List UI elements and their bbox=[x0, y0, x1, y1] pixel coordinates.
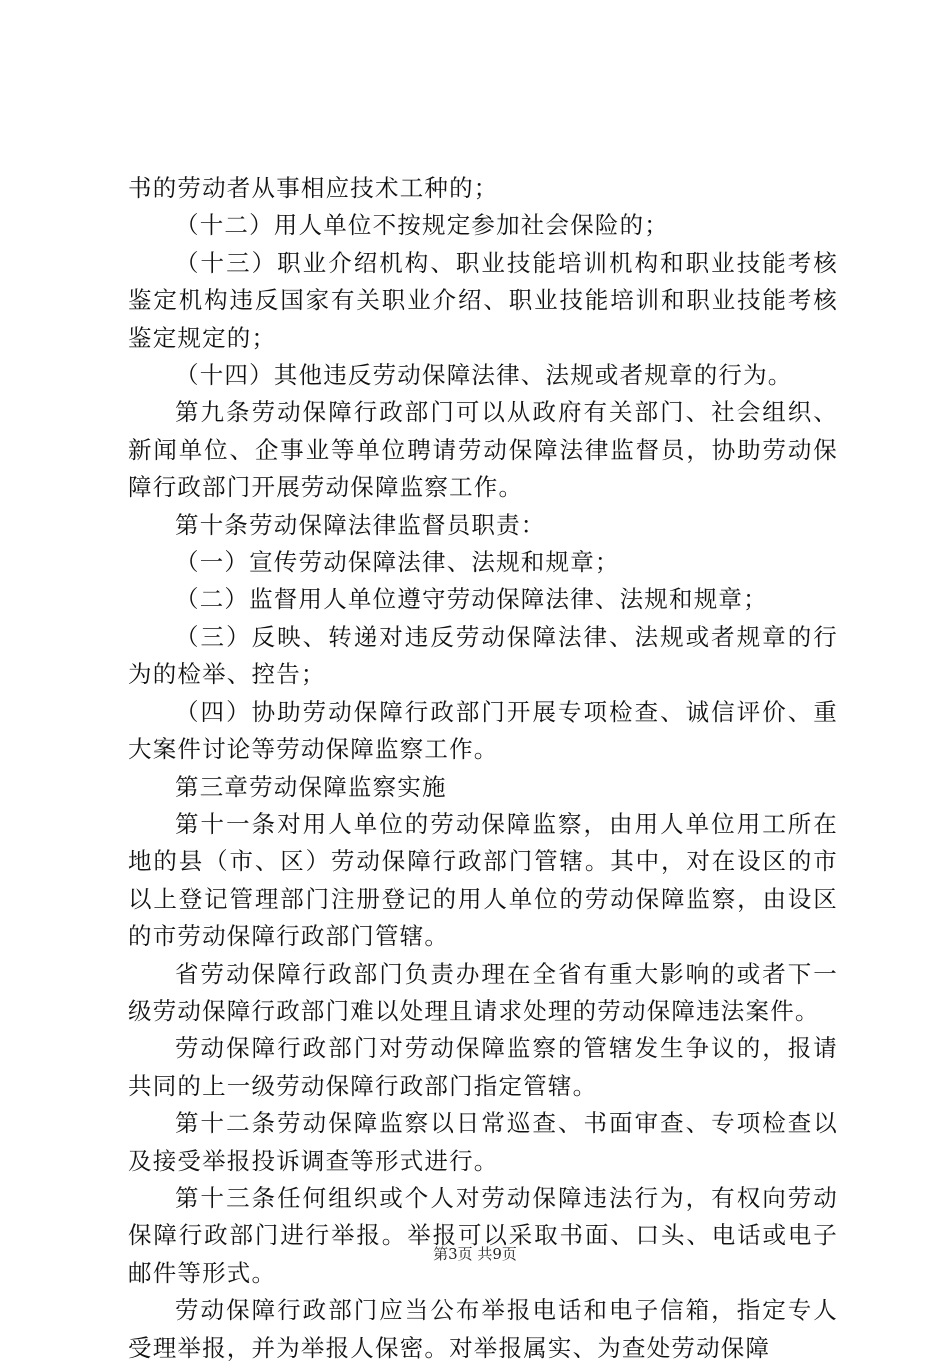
document-body bbox=[128, 170, 838, 1367]
paragraph: （十二）用人单位不按规定参加社会保险的； bbox=[175, 211, 669, 240]
paragraph: 劳动保障行政部门应当公布举报电话和电子信箱，指定专人受理举报，并为举报人保密。对举报属实、为查处劳动保障 bbox=[128, 1296, 838, 1362]
paragraph: 第十二条劳动保障监察以日常巡查、书面审查、专项检查以及接受举报投诉调查等形式进行。 bbox=[128, 1109, 838, 1175]
paragraph: 第三章劳动保障监察实施 bbox=[175, 772, 447, 801]
paragraph: 第九条劳动保障行政部门可以从政府有关部门、社会组织、新闻单位、企事业等单位聘请劳动保障法律监督员，协助劳动保障行政部门开展劳动保障监察工作。 bbox=[128, 398, 838, 502]
paragraph: （十四）其他违反劳动保障法律、法规或者规章的行为。 bbox=[175, 361, 793, 390]
paragraph: （二）监督用人单位遵守劳动保障法律、法规和规章； bbox=[175, 585, 768, 614]
paragraph: 劳动保障行政部门对劳动保障监察的管辖发生争议的，报请共同的上一级劳动保障行政部门指定管辖。 bbox=[128, 1034, 838, 1100]
paragraph: （三）反映、转递对违反劳动保障法律、法规或者规章的行为的检举、控告； bbox=[128, 622, 838, 689]
paragraph: 第十条劳动保障法律监督员职责： bbox=[175, 510, 546, 539]
paragraph: 第十一条对用人单位的劳动保障监察，由用人单位用工所在地的县（市、区）劳动保障行政部门管辖。其中，对在设区的市以上登记管理部门注册登记的用人单位的劳动保障监察，由设区的市劳动保障行政部门管辖。 bbox=[128, 809, 838, 951]
paragraph: 书的劳动者从事相应技术工种的； bbox=[128, 174, 499, 202]
page-footer: 第3页 共9页 bbox=[433, 1245, 517, 1263]
paragraph: （一）宣传劳动保障法律、法规和规章； bbox=[175, 548, 620, 577]
paragraph: （十三）职业介绍机构、职业技能培训机构和职业技能考核鉴定机构违反国家有关职业介绍、职业技能培训和职业技能考核鉴定规定的； bbox=[128, 248, 838, 352]
paragraph: 省劳动保障行政部门负责办理在全省有重大影响的或者下一级劳动保障行政部门难以处理且请求处理的劳动保障违法案件。 bbox=[128, 959, 838, 1025]
paragraph: 第十三条任何组织或个人对劳动保障违法行为，有权向劳动保障行政部门进行举报。举报可以采取书面、口头、电话或电子邮件等形式。 bbox=[128, 1183, 838, 1287]
paragraph: （四）协助劳动保障行政部门开展专项检查、诚信评价、重大案件讨论等劳动保障监察工作。 bbox=[128, 697, 838, 764]
